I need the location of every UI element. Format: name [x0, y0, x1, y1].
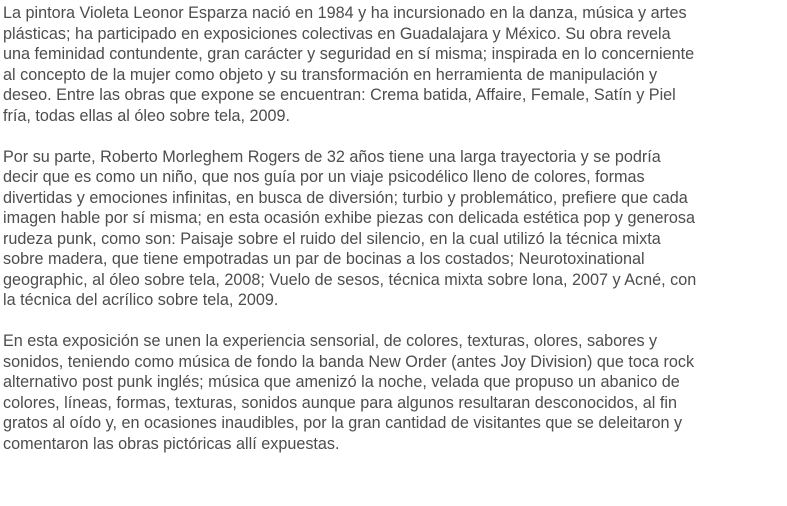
text-line: gratos al oído y, en ocasiones inaudibles, por la gran cantidad de visitantes que se deleitaron y [3, 414, 683, 432]
text-line: una feminidad contundente, gran carácter y seguridad en sí misma; inspirada en lo concerniente [3, 45, 695, 63]
text-line: geographic, al óleo sobre tela, 2008; Vuelo de sesos, técnica mixta sobre lona, 2007 y Acné, con [3, 270, 697, 289]
text-line: al concepto de la mujer como objeto y su transformación en herramienta de manipulación y [3, 65, 658, 84]
text-line: sonidos, teniendo como música de fondo la banda New Order (antes Joy Division) que toca rock [3, 352, 695, 371]
text-line: colores, líneas, formas, texturas, sonidos aunque para algunos resultaran desconocidos, al fin [3, 393, 677, 412]
text-line: decir que es como un niño, que nos guía por un viaje psicodélico lleno de colores, formas [3, 168, 645, 186]
text-line: alternativo post punk inglés; música que amenizó la noche, velada que propuso un abanico de [3, 373, 680, 391]
article-body [0, 3, 787, 454]
text-line: la técnica del acrílico sobre tela, 2009. [3, 291, 279, 309]
text-line: fría, todas ellas al óleo sobre tela, 2009. [3, 106, 291, 125]
text-line: En esta exposición se unen la experiencia sensorial, de colores, texturas, olores, sabores y [3, 332, 658, 350]
text-line: imagen hable por sí misma; en esta ocasión exhibe piezas con delicada estética pop y generosa [3, 209, 695, 227]
text-line: Por su parte, Roberto Morleghem Rogers de 32 años tiene una larga trayectoria y se podría [3, 147, 661, 166]
paragraph-3 [3, 331, 787, 454]
text-line: plásticas; ha participado en exposiciones colectivas en Guadalajara y México. Su obra revela [3, 24, 671, 43]
text-line: divertidas y emociones infinitas, en busca de diversión; turbio y problemático, prefiere que cada [3, 188, 688, 207]
text-line: rudeza punk, como son: Paisaje sobre el ruido del silencio, en la cual utilizó la técnica mixta [3, 229, 661, 248]
text-line: La pintora Violeta Leonor Esparza nació en 1984 y ha incursionado en la danza, música y artes [3, 4, 687, 22]
text-line: deseo. Entre las obras que expone se encuentran: Crema batida, Affaire, Female, Satín y Piel [3, 86, 676, 104]
paragraph-1 [3, 3, 787, 126]
paragraph-2 [3, 147, 787, 311]
text-line: sobre madera, que tiene empotradas un par de bocinas a los costados; Neurotoxinational [3, 250, 645, 268]
text-line: comentaron las obras pictóricas allí expuestas. [3, 434, 340, 453]
